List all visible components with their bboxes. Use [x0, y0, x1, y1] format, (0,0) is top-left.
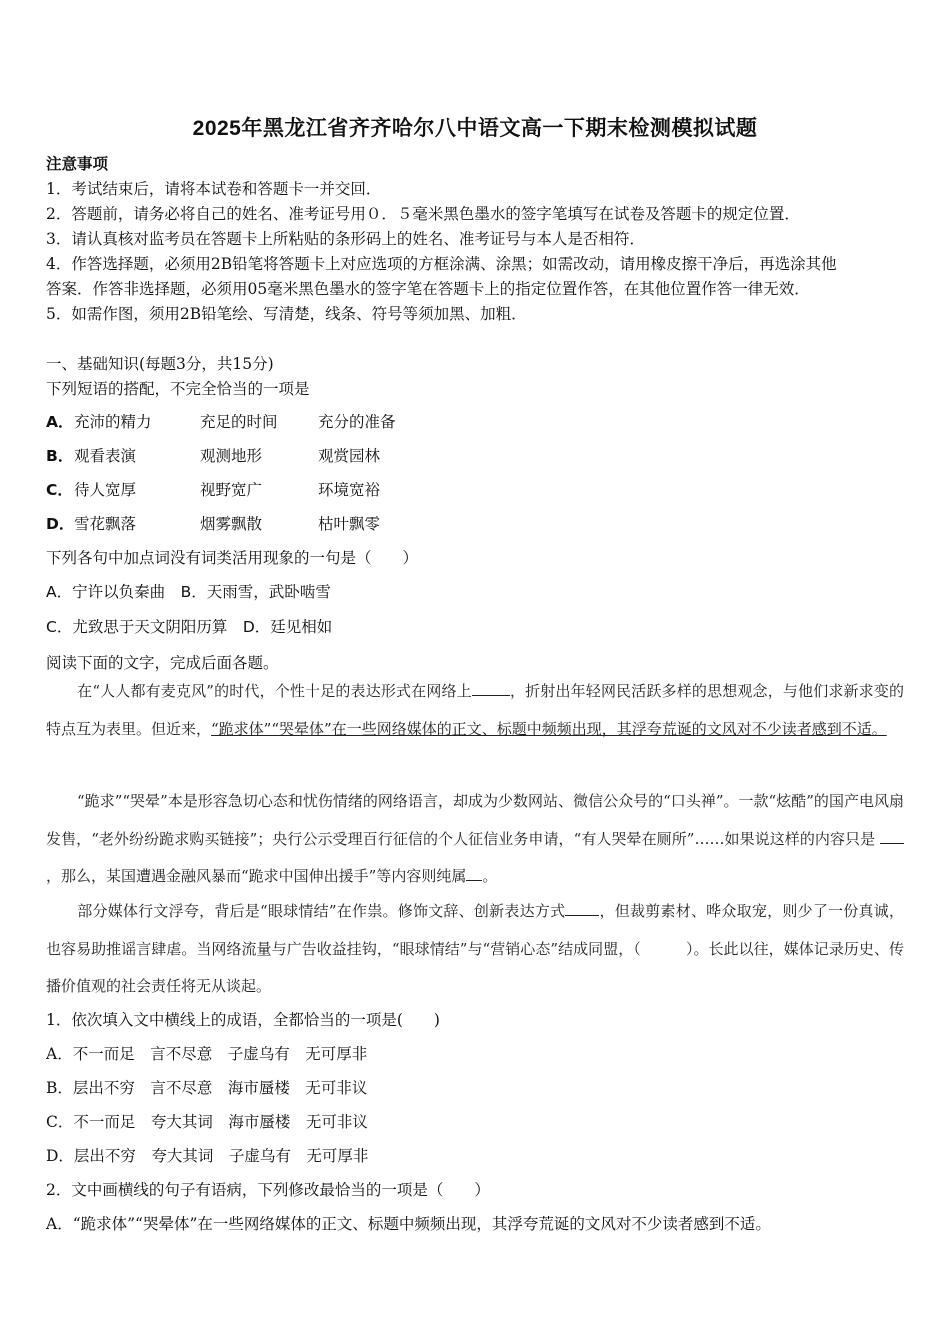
q1-option-a-3: 充分的准备: [318, 413, 396, 431]
reading-paragraph-3: [46, 893, 904, 1006]
q1-option-b-3: 观赏园林: [318, 447, 381, 465]
p1-text-b: ，折射出年轻网民活跃多样的思想观念，与他们求新求变的特点互为表里。但近来，: [46, 682, 904, 738]
notice-item-4-cont: 答案．作答非选择题，必须用05毫米黑色墨水的签字笔在答题卡上的指定位置作答，在其他位置作答一律无效．: [46, 280, 810, 298]
q1-option-d-1: 雪花飘落: [74, 515, 137, 533]
reading-paragraph-2: [46, 783, 904, 896]
p2-text-a: “跪求”“哭晕”本是形容急切心态和忧伤情绪的网络语言，却成为少数网站、微信公众号的“口头禅”。一款“炫酷”的国产电风扇发售，“老外纷纷跪求购买链接”；央行公示受理百行征信的个人征信业务申请，“有人哭晕在厕所”……如果说这样的内容只是: [46, 792, 904, 848]
p3-text-b: ，但裁剪素材、哗众取宠，则少了一份真诚，也容易助推谣言肆虐。当网络流量与广告收益挂钩，“眼球情结”与“营销心态”结成同盟，（ ）。长此以往，媒体记录历史、传播价值观的社会责任将无从谈起。: [46, 902, 904, 995]
question-2-stem: 2．文中画横线的句子有语病，下列修改最恰当的一项是（ ）: [46, 1181, 490, 1199]
q1-option-d-letter: D．: [46, 515, 75, 533]
q1-option-c-letter: C．: [46, 481, 73, 499]
question-2-option-a: A．“跪求体”“哭晕体”在一些网络媒体的正文、标题中频频出现，其浮夸荒诞的文风对不少读者感到不适。: [46, 1215, 771, 1233]
question-1-option-a: A．不一而足 言不尽意 子虚乌有 无可厚非: [46, 1045, 368, 1063]
q1-option-d-3: 枯叶飘零: [318, 515, 381, 533]
q1-option-b-letter: B．: [46, 447, 74, 465]
p1-underlined-sentence: “跪求体”“哭晕体”在一些网络媒体的正文、标题中频频出现，其浮夸荒诞的文风对不少读者感到不适。: [211, 719, 887, 738]
p2-text-b: ，那么，某国遭遇金融风暴而“跪求中国伸出援手”等内容则纯属: [46, 867, 467, 885]
q1-option-c-2: 视野宽广: [200, 481, 263, 499]
section-heading: 一、基础知识(每题3分，共15分): [46, 355, 274, 373]
question-1-stem: 1．依次填入文中横线上的成语，全都恰当的一项是( ): [46, 1011, 440, 1029]
question-1-option-d: D．层出不穷 夸大其词 子虚乌有 无可厚非: [46, 1147, 369, 1165]
q1-option-d-2: 烟雾飘散: [200, 515, 263, 533]
q1-stem: 下列短语的搭配，不完全恰当的一项是: [46, 380, 310, 398]
page-title: 2025年黑龙江省齐齐哈尔八中语文高一下期末检测模拟试题: [192, 117, 758, 140]
p2-blank-1: [880, 829, 904, 844]
q1-option-a-2: 充足的时间: [200, 413, 278, 431]
reading-paragraph-1: [46, 673, 904, 748]
reading-intro: 阅读下面的文字，完成后面各题。: [46, 654, 279, 672]
notice-heading: 注意事项: [46, 154, 109, 173]
p3-text-a: 部分媒体行文浮夸，背后是“眼球情结”在作祟。修饰文辞、创新表达方式: [77, 902, 566, 920]
q1-option-a-letter: A．: [46, 413, 74, 431]
p2-blank-2: [466, 866, 482, 881]
p2-text-c: 。: [482, 867, 498, 885]
q2-stem: 下列各句中加点词没有词类活用现象的一句是（ ）: [46, 549, 419, 567]
notice-item-1: 1．考试结束后，请将本试卷和答题卡一并交回．: [46, 180, 382, 198]
q2-options-row-1: A．宁许以负秦曲 B．天雨雪，武卧啮雪: [46, 583, 331, 601]
question-1-option-c: C．不一而足 夸大其词 海市蜃楼 无可非议: [46, 1113, 368, 1131]
p1-text-a: 在“人人都有麦克风”的时代，个性十足的表达形式在网络上: [77, 682, 472, 700]
q1-option-c-3: 环境宽裕: [318, 481, 381, 499]
q1-option-b-2: 观测地形: [200, 447, 263, 465]
q1-option-b-1: 观看表演: [74, 447, 137, 465]
q1-option-a-1: 充沛的精力: [74, 413, 152, 431]
notice-item-5: 5．如需作图，须用2B铅笔绘、写清楚，线条、符号等须加黑、加粗．: [46, 305, 527, 323]
p3-blank: [565, 901, 599, 916]
q1-option-c-1: 待人宽厚: [74, 481, 137, 499]
question-1-option-b: B．层出不穷 言不尽意 海市蜃楼 无可非议: [46, 1079, 368, 1097]
p1-blank: [472, 681, 510, 696]
notice-item-4: 4．作答选择题，必须用2B铅笔将答题卡上对应选项的方框涂满、涂黑；如需改动，请用橡皮擦干净后，再选涂其他: [46, 255, 837, 273]
notice-item-2: 2．答题前，请务必将自己的姓名、准考证号用０．５毫米黑色墨水的签字笔填写在试卷及答题卡的规定位置．: [46, 205, 800, 223]
q2-options-row-2: C．尤致思于天文阴阳历算 D．廷见相如: [46, 618, 333, 636]
notice-item-3: 3．请认真核对监考员在答题卡上所粘贴的条形码上的姓名、准考证号与本人是否相符．: [46, 230, 645, 248]
